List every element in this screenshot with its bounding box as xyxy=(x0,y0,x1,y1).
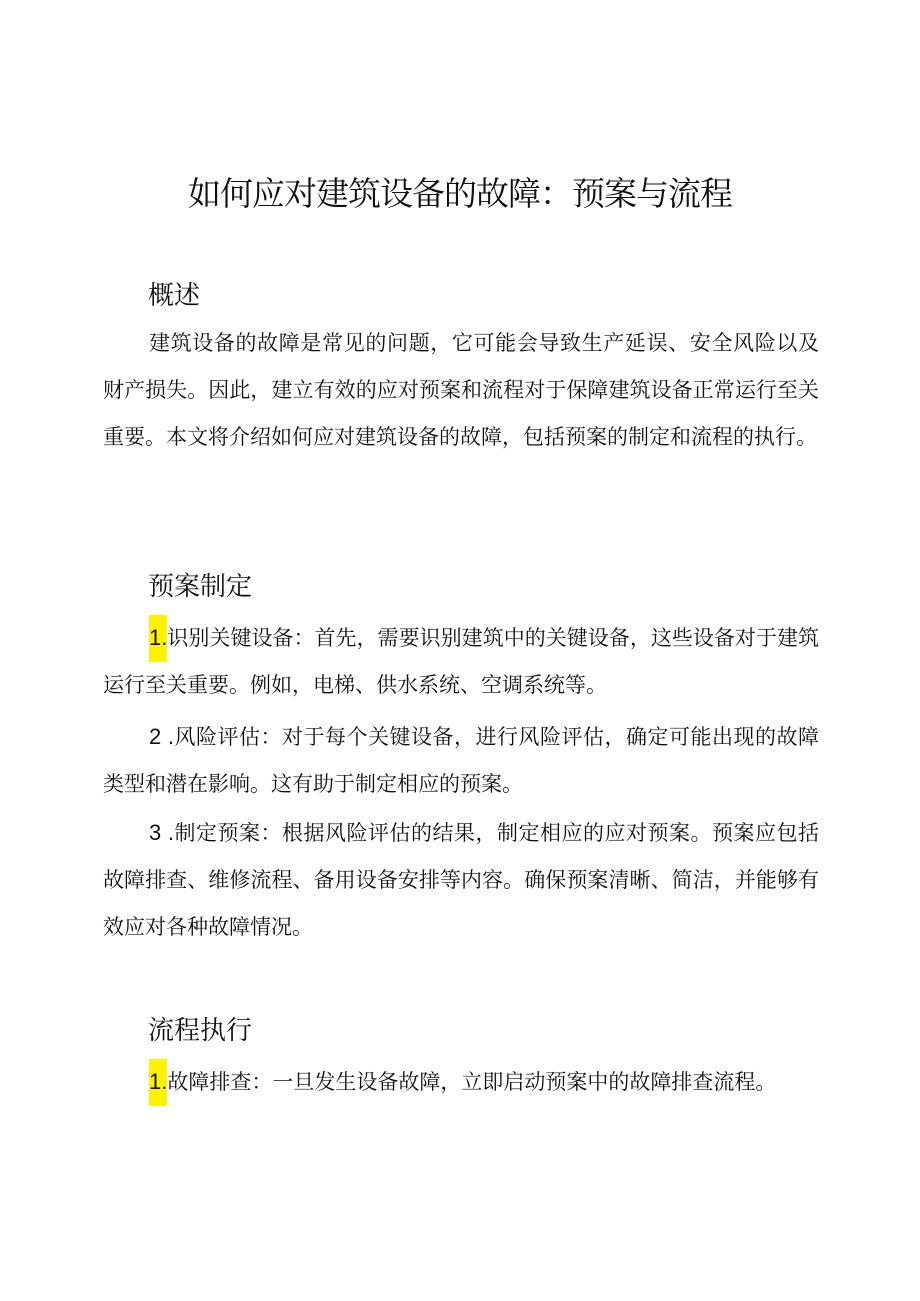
plan-item-2-text: 风险评估：对于每个关键设备，进行风险评估，确定可能出现的故障类型和潜在影响。这有助于制定相应的预案。 xyxy=(103,725,819,796)
plan-item-3-text: 制定预案：根据风险评估的结果，制定相应的应对预案。预案应包括故障排查、维修流程、备用设备安排等内容。确保预案清晰、简洁，并能够有效应对各种故障情况。 xyxy=(103,821,819,939)
plan-item-3 xyxy=(103,809,819,951)
overview-paragraph: 建筑设备的故障是常见的问题，它可能会导致生产延误、安全风险以及财产损失。因此，建立有效的应对预案和流程对于保障建筑设备正常运行至关重要。本文将介绍如何应对建筑设备的故障，包括预案的制定和流程的执行。 xyxy=(103,331,819,449)
plan-item-2 xyxy=(103,713,819,808)
plan-item-1 xyxy=(103,614,819,709)
plan-item-3-number: 3 . xyxy=(149,820,174,845)
document-title: 如何应对建筑设备的故障：预案与流程 xyxy=(188,174,732,213)
process-item-1-number: 1. xyxy=(149,1059,167,1106)
plan-item-1-number: 1. xyxy=(149,615,167,662)
plan-item-2-number: 2 . xyxy=(149,724,174,749)
section-heading-process: 流程执行 xyxy=(148,1016,253,1046)
plan-item-1-text: 识别关键设备：首先，需要识别建筑中的关键设备，这些设备对于建筑运行至关重要。例如，电梯、供水系统、空调系统等。 xyxy=(103,626,819,697)
section-heading-overview: 概述 xyxy=(148,281,201,311)
section-heading-plan: 预案制定 xyxy=(148,572,253,602)
process-item-1 xyxy=(103,1058,819,1106)
process-item-1-text: 故障排查：一旦发生设备故障，立即启动预案中的故障排查流程。 xyxy=(167,1070,777,1094)
